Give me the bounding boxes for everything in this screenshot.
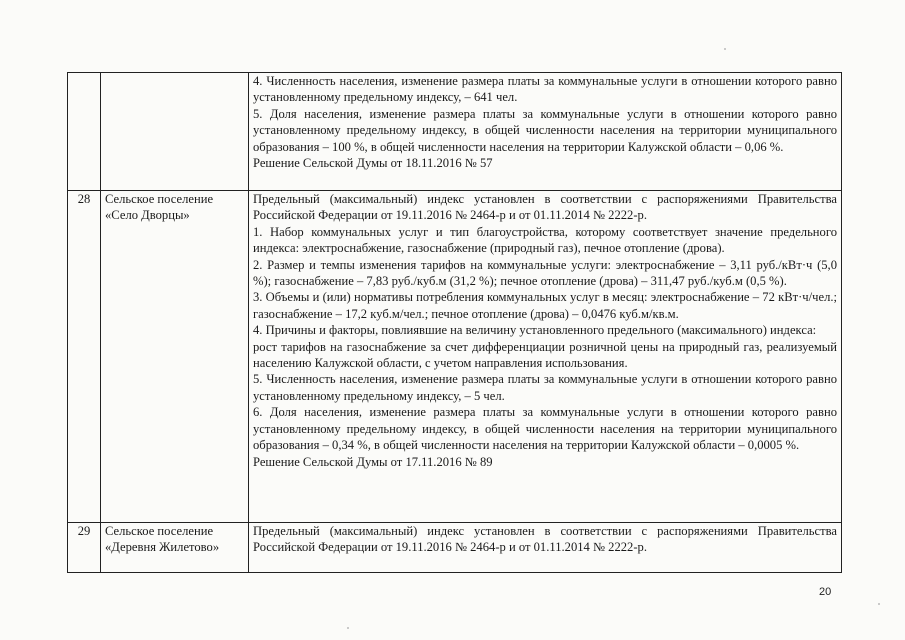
table-row — [68, 73, 842, 191]
paragraph: Предельный (максимальный) индекс установлен в соответствии с распоряжениями Правительства Российской Федерации от 19.11.2016 № 2464-р и от 01.11.2014 № 2222-р. — [253, 192, 837, 223]
settlement-type: Сельское поселение — [105, 192, 214, 206]
paragraph: рост тарифов на газоснабжение за счет дифференциации розничной цены на природный газ, реализуемый населению Калужской области, с учетом направления использования. — [253, 339, 837, 371]
decision-reference: Решение Сельской Думы от 18.11.2016 № 57 — [253, 156, 493, 171]
paragraph: 5. Доля населения, изменение размера платы за коммунальные услуги в отношении которого равно установленному предельному индексу, в общей численности населения на территории муниципального образования – 100 %, в общей численности населения на территории Калужской области – 0,06 %. — [253, 106, 837, 154]
paragraph: 5. Численность населения, изменение размера платы за коммунальные услуги в отношении которого равно установленному предельному индексу, – 5 чел. — [253, 372, 837, 403]
row-number: 28 — [68, 191, 101, 523]
paragraph: Предельный (максимальный) индекс установлен в соответствии с распоряжениями Правительства Российской Федерации от 19.11.2016 № 2464-р и от 01.11.2014 № 2222-р. — [253, 524, 837, 555]
table-row — [68, 523, 842, 573]
scan-speck — [724, 48, 726, 50]
row-number: 29 — [68, 523, 101, 573]
settlement-name: «Деревня Жилетово» — [105, 540, 220, 555]
table-row — [68, 191, 842, 523]
paragraph: 2. Размер и темпы изменения тарифов на коммунальные услуги: электроснабжение – 3,11 руб./кВт·ч (5,0 %); газоснабжение – 7,83 руб./куб.м (31,2 %); печное отопление (дрова) – 311,47 руб./куб.м (0,5 %). — [253, 257, 837, 289]
scan-speck — [878, 603, 880, 605]
paragraph: 6. Доля населения, изменение размера платы за коммунальные услуги в отношении которого равно установленному предельному индексу, в общей численности населения на территории муниципального образования – 0,34 %, в общей численности населения на территории Калужской области – 0,0005 %. — [253, 405, 837, 453]
settlement-type: Сельское поселение — [105, 524, 214, 538]
index-details-cell — [249, 523, 842, 573]
paragraph: 4. Численность населения, изменение размера платы за коммунальные услуги в отношении которого равно установленному предельному индексу, – 641 чел. — [253, 74, 837, 105]
paragraph: 4. Причины и факторы, повлиявшие на величину установленного предельного (максимального) индекса: — [253, 323, 817, 338]
settlement-name-cell — [101, 191, 249, 523]
index-details-cell — [249, 191, 842, 523]
scan-speck — [347, 627, 349, 629]
settlement-name-cell — [101, 73, 249, 191]
row-number — [68, 73, 101, 191]
paragraph: 1. Набор коммунальных услуг и тип благоустройства, которому соответствует значение предельного индекса: электроснабжение, газоснабжение (природный газ), печное отопление (дрова). — [253, 224, 837, 256]
decision-reference: Решение Сельской Думы от 17.11.2016 № 89 — [253, 454, 493, 469]
settlement-name: «Село Дворцы» — [105, 208, 190, 223]
page-number: 20 — [819, 586, 832, 598]
index-table — [67, 72, 842, 573]
index-details-cell — [249, 73, 842, 191]
paragraph: 3. Объемы и (или) нормативы потребления коммунальных услуг в месяц: электроснабжение – 72 кВт·ч/чел.; газоснабжение – 17,2 куб.м/чел.; печное отопление (дрова) – 0,0476 куб.м/кв.м. — [253, 290, 837, 321]
settlement-name-cell — [101, 523, 249, 573]
